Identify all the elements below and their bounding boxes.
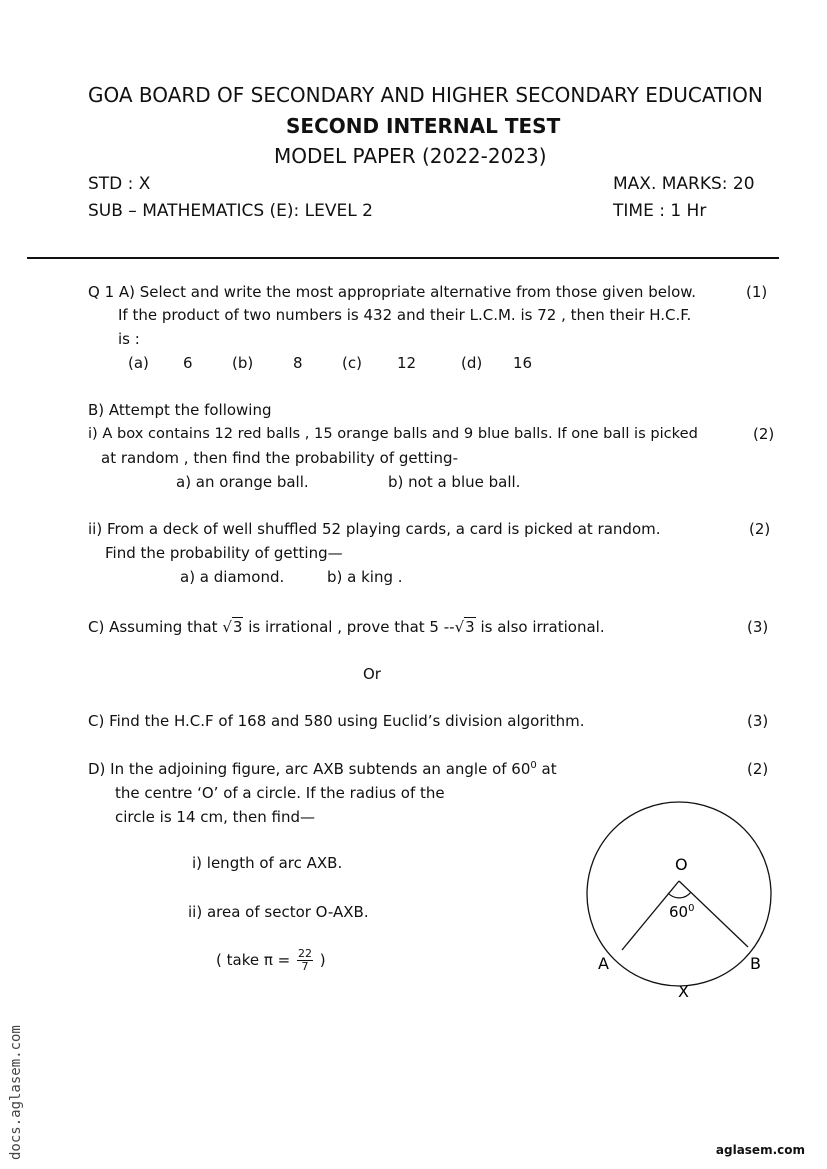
option-c-value: 12 xyxy=(397,354,417,372)
q1a-line2: If the product of two numbers is 432 and their L.C.M. is 72 , then their H.C.F. xyxy=(118,306,692,324)
q1b-ii-line2: Find the probability of getting— xyxy=(105,544,343,562)
option-b-label: (b) xyxy=(232,354,254,372)
q1c-alt: C) Find the H.C.F of 168 and 580 using Euclid’s division algorithm. xyxy=(88,712,585,730)
point-a-label: A xyxy=(598,954,609,973)
header-divider xyxy=(27,257,779,259)
option-a-label: (a) xyxy=(128,354,149,372)
board-title: GOA BOARD OF SECONDARY AND HIGHER SECONDARY EDUCATION xyxy=(88,83,763,107)
option-a-value: 6 xyxy=(183,354,193,372)
q1b-ii-line1: ii) From a deck of well shuffled 52 playing cards, a card is picked at random. xyxy=(88,520,661,538)
sqrt-symbol-2: √ xyxy=(454,618,465,636)
angle-arc xyxy=(668,892,691,898)
q1a-line1: Q 1 A) Select and write the most appropriate alternative from those given below. xyxy=(88,283,696,301)
q1c-mid: is irrational , prove that 5 -- xyxy=(248,618,455,636)
q1c-alt-marks: (3) xyxy=(747,712,769,730)
subject-label: SUB – MATHEMATICS (E): LEVEL 2 xyxy=(88,201,373,221)
option-d-value: 16 xyxy=(513,354,533,372)
q1b-i-marks: (2) xyxy=(753,425,775,443)
q1c-marks: (3) xyxy=(747,618,769,636)
or-label: Or xyxy=(363,665,381,683)
take-pi-close: ) xyxy=(319,951,326,970)
q1b-heading: B) Attempt the following xyxy=(88,401,272,419)
q1a-marks: (1) xyxy=(746,283,768,301)
test-title: SECOND INTERNAL TEST xyxy=(286,114,561,138)
std-label: STD : X xyxy=(88,174,151,194)
sqrt-radicand-2: 3 xyxy=(465,618,475,636)
sqrt-symbol: √ xyxy=(222,618,232,636)
option-c-label: (c) xyxy=(342,354,362,372)
pi-denominator: 7 xyxy=(301,960,309,974)
footer-site[interactable]: aglasem.com xyxy=(715,1143,805,1157)
q1b-i-line2: at random , then find the probability of getting- xyxy=(101,449,458,467)
q1d-line1-end: at xyxy=(536,760,557,778)
q1c-post: is also irrational. xyxy=(480,618,605,636)
model-paper-title: MODEL PAPER (2022-2023) xyxy=(274,144,547,168)
q1b-i-line1: i) A box contains 12 red balls , 15 orange balls and 9 blue balls. If one ball is picked xyxy=(88,425,698,442)
q1d-line1-text: D) In the adjoining figure, arc AXB subtends an angle of 60 xyxy=(88,760,531,778)
q1d-part-i: i) length of arc AXB. xyxy=(192,854,343,872)
sqrt-radicand: 3 xyxy=(232,618,243,636)
q1b-i-a: a) an orange ball. xyxy=(176,473,309,491)
q1d-line2: the centre ‘O’ of a circle. If the radius of the xyxy=(115,784,445,802)
q1d-marks: (2) xyxy=(747,760,769,778)
max-marks-label: MAX. MARKS: 20 xyxy=(613,174,755,194)
q1b-i-b: b) not a blue ball. xyxy=(388,473,521,491)
q1d-line3: circle is 14 cm, then find— xyxy=(115,808,316,826)
option-b-value: 8 xyxy=(293,354,303,372)
degree-sup: 0 xyxy=(530,760,537,771)
pi-fraction xyxy=(297,948,313,973)
q1c-question xyxy=(88,618,605,636)
q1b-ii-marks: (2) xyxy=(749,520,771,538)
take-pi-note xyxy=(216,948,326,973)
q1c-pre: C) Assuming that xyxy=(88,618,218,636)
point-b-label: B xyxy=(750,954,761,973)
circle-figure xyxy=(580,775,780,1015)
circle-outline xyxy=(587,802,771,986)
angle-value: 60 xyxy=(669,903,689,921)
q1b-ii-a: a) a diamond. xyxy=(180,568,285,586)
angle-degree: 0 xyxy=(688,903,695,914)
q1d-part-ii: ii) area of sector O-AXB. xyxy=(188,903,369,921)
q1b-ii-b: b) a king . xyxy=(327,568,403,586)
take-pi-text: ( take π = xyxy=(216,951,291,970)
option-d-label: (d) xyxy=(461,354,483,372)
pi-numerator: 22 xyxy=(298,947,312,960)
center-label-o: O xyxy=(675,855,688,874)
time-label: TIME : 1 Hr xyxy=(613,201,707,221)
radius-ob xyxy=(679,881,748,947)
angle-label xyxy=(669,903,694,921)
point-x-label: X xyxy=(678,982,689,1001)
q1d-line1 xyxy=(88,760,557,778)
side-watermark: docs.aglasem.com xyxy=(8,1025,24,1160)
q1a-line3: is : xyxy=(118,330,140,348)
